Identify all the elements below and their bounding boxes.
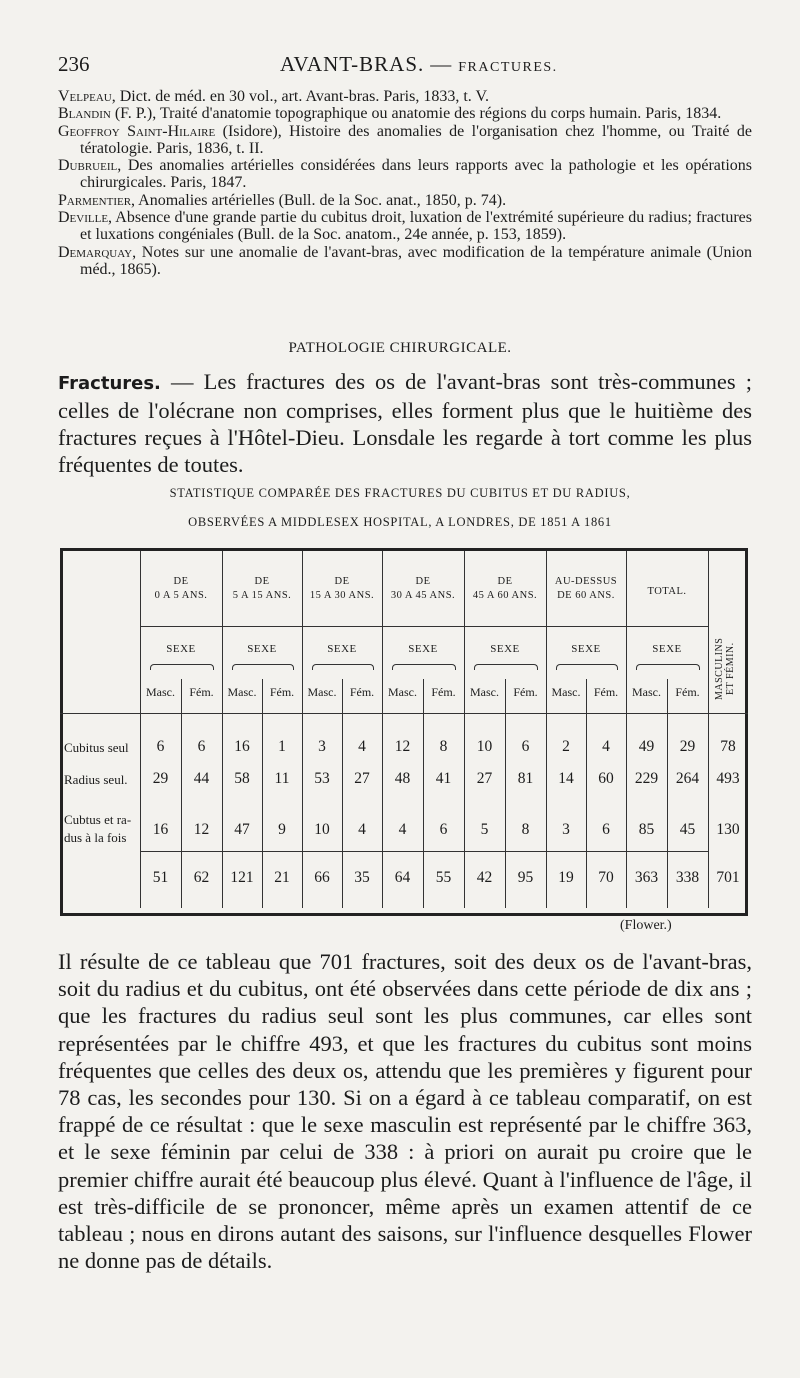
age-group-header-line1: AU-DESSUS bbox=[554, 576, 618, 587]
bib-text: (Isidore), Histoire des anomalies de l'organisation chez l'homme, ou Traité de tératologie. Paris, 1836, t. II. bbox=[80, 122, 752, 157]
table-cell: 45 bbox=[679, 821, 696, 838]
fractures-label: Fractures. bbox=[58, 373, 161, 394]
table-cell: 1 bbox=[278, 738, 286, 755]
table-cell: 4 bbox=[602, 738, 610, 755]
bib-text: Dict. de méd. en 30 vol., art. Avant-bras. Paris, 1833, t. V. bbox=[115, 88, 489, 105]
table-cell: 21 bbox=[274, 869, 290, 886]
age-group-header-line2: DE 60 ANS. bbox=[557, 590, 615, 601]
sexe-brace bbox=[474, 664, 538, 670]
age-group-header-line1: TOTAL. bbox=[647, 586, 687, 597]
masc-label: Masc. bbox=[227, 685, 257, 699]
intro-paragraph bbox=[58, 368, 752, 478]
table-left-edge bbox=[60, 551, 63, 913]
age-group-header-line1: DE bbox=[497, 576, 513, 587]
running-head bbox=[280, 52, 558, 77]
bib-text: Notes sur une anomalie de l'avant-bras, avec modification de la température animale (Union méd., 1865). bbox=[80, 243, 752, 278]
table-horizontal-rule bbox=[60, 713, 748, 714]
table-cell: 70 bbox=[598, 869, 614, 886]
row-label-line2: dus à la fois bbox=[64, 830, 127, 845]
sexe-label: SEXE bbox=[247, 643, 277, 655]
age-group-header-line1: DE bbox=[254, 576, 270, 587]
table-cell: 19 bbox=[558, 869, 574, 886]
table-cell: 5 bbox=[480, 821, 489, 838]
table-vertical-rule bbox=[708, 551, 709, 908]
table-cell: 4 bbox=[358, 738, 366, 755]
sexe-brace bbox=[392, 664, 456, 670]
table-cell: 14 bbox=[558, 770, 574, 787]
table-cell: 51 bbox=[152, 869, 169, 886]
table-cell: 44 bbox=[193, 770, 210, 787]
table-caption-line1: STATISTIQUE COMPARÉE DES FRACTURES DU CUBITUS ET DU RADIUS, bbox=[169, 486, 631, 500]
sexe-label: SEXE bbox=[652, 643, 682, 655]
table-vertical-rule bbox=[382, 551, 383, 908]
masc-label: Masc. bbox=[632, 685, 661, 699]
age-group-header-line1: DE bbox=[334, 576, 350, 587]
table-cell: 16 bbox=[152, 821, 169, 838]
last-column-header: MASCULINS ET FÉMIN. bbox=[714, 637, 736, 701]
bib-author: Dubrueil, bbox=[58, 157, 122, 175]
table-horizontal-rule bbox=[140, 626, 708, 627]
masc-label: Masc. bbox=[551, 685, 581, 699]
bib-entry bbox=[58, 192, 752, 209]
table-cell: 11 bbox=[274, 770, 290, 787]
sexe-label: SEXE bbox=[571, 643, 601, 655]
age-group-header-line2: 15 A 30 ANS. bbox=[309, 590, 375, 601]
table-cell: 29 bbox=[679, 738, 696, 755]
running-head-main: AVANT-BRAS. bbox=[280, 52, 425, 76]
table-vertical-rule bbox=[140, 551, 141, 908]
fem-label: Fém. bbox=[513, 685, 538, 699]
table-cell: 229 bbox=[634, 770, 659, 787]
table-cell: 64 bbox=[394, 869, 411, 886]
sexe-brace bbox=[232, 664, 294, 670]
age-group-header-line2: 0 A 5 ANS. bbox=[154, 590, 208, 601]
age-group-header bbox=[546, 575, 626, 603]
table-cell: 66 bbox=[314, 869, 330, 886]
sexe-brace bbox=[636, 664, 700, 670]
age-group-header bbox=[464, 575, 546, 603]
age-group-header bbox=[302, 575, 382, 603]
table-cell: 2 bbox=[562, 738, 570, 755]
table-cell: 62 bbox=[193, 869, 210, 886]
table-cell: 27 bbox=[476, 770, 493, 787]
age-group-header bbox=[626, 585, 708, 599]
sexe-label: SEXE bbox=[408, 643, 438, 655]
sexe-brace bbox=[150, 664, 214, 670]
sexe-label: SEXE bbox=[166, 643, 196, 655]
bib-entry bbox=[58, 123, 752, 158]
table-cell: 42 bbox=[476, 869, 493, 886]
table-cell: 6 bbox=[602, 821, 610, 838]
table-cell: 35 bbox=[354, 869, 370, 886]
sexe-brace bbox=[312, 664, 374, 670]
table-cell: 58 bbox=[234, 770, 250, 787]
table-cell: 95 bbox=[517, 869, 534, 886]
bib-text: Absence d'une grande partie du cubitus droit, luxation de l'extrémité supérieure du radius; fractures et luxations congéniales (Bull. de la Soc. anatom., 24e année, p. 153, 1859). bbox=[80, 209, 752, 244]
table-cell: 6 bbox=[521, 738, 530, 755]
sexe-brace bbox=[556, 664, 618, 670]
page-header bbox=[58, 52, 748, 82]
bib-author: Blandin bbox=[58, 105, 111, 123]
table-cell: 8 bbox=[521, 821, 530, 838]
table-cell: 6 bbox=[197, 738, 206, 755]
age-group-header-line1: DE bbox=[415, 576, 431, 587]
table-cell: 47 bbox=[234, 821, 250, 838]
table-cell: 6 bbox=[156, 738, 165, 755]
table-cell: 48 bbox=[394, 770, 411, 787]
bib-author: Demarquay, bbox=[58, 243, 137, 261]
table-cell: 3 bbox=[562, 821, 570, 838]
table-cell: 121 bbox=[230, 869, 254, 886]
table-cell: 12 bbox=[193, 821, 210, 838]
table-cell: 363 bbox=[634, 869, 659, 886]
bib-entry bbox=[58, 88, 752, 105]
age-group-header-line2: 5 A 15 ANS. bbox=[232, 590, 292, 601]
table-cell: 27 bbox=[354, 770, 370, 787]
bib-author: Geoffroy Saint-Hilaire bbox=[58, 122, 216, 140]
bib-text: (F. P.), Traité d'anatomie topographique ou anatomie des régions du corps humain. Paris, 1834. bbox=[110, 105, 722, 123]
masc-label: Masc. bbox=[470, 685, 499, 699]
intro-text: — Les fractures des os de l'avant-bras sont très-communes ; celles de l'olécrane non comprises, elles forment plus que le huitième des fractures reçues à l'Hôtel-Dieu. Lonsdale les regarde à tort comme les plus fréquentes de toutes. bbox=[58, 369, 752, 477]
table-cell: 60 bbox=[598, 770, 614, 787]
table-vertical-rule bbox=[222, 551, 223, 908]
table-cell: 130 bbox=[716, 821, 740, 838]
table-cell: 81 bbox=[517, 770, 534, 787]
bib-entry bbox=[58, 105, 752, 122]
table-caption-line2: OBSERVÉES A MIDDLESEX HOSPITAL, A LONDRES, DE 1851 A 1861 bbox=[188, 515, 612, 529]
bib-text: Des anomalies artérielles considérées dans leurs rapports avec la pathologie et les opérations chirurgicales. Paris, 1847. bbox=[80, 157, 752, 192]
table-cell: 10 bbox=[476, 738, 493, 755]
table-cell: 701 bbox=[716, 869, 740, 886]
bib-author: Parmentier, bbox=[58, 191, 136, 209]
table-cell: 55 bbox=[435, 869, 452, 886]
table-cell: 264 bbox=[675, 770, 700, 787]
age-group-header-line2: 45 A 60 ANS. bbox=[472, 590, 538, 601]
row-label-line1: Cubtus et ra- bbox=[64, 812, 132, 827]
table-right-edge bbox=[745, 551, 748, 913]
age-group-header-line2: 30 A 45 ANS. bbox=[390, 590, 456, 601]
bib-entry bbox=[58, 244, 752, 279]
table-cell: 10 bbox=[314, 821, 330, 838]
table-vertical-rule bbox=[464, 551, 465, 908]
table-cell: 16 bbox=[234, 738, 250, 755]
sexe-label: SEXE bbox=[327, 643, 357, 655]
row-label: Radius seul. bbox=[64, 772, 128, 787]
table-cell: 12 bbox=[394, 738, 411, 755]
fem-label: Fém. bbox=[593, 685, 619, 699]
section-title: PATHOLOGIE CHIRURGICALE. bbox=[288, 340, 512, 356]
statistics-table bbox=[60, 548, 748, 916]
bib-entry bbox=[58, 209, 752, 244]
table-cell: 338 bbox=[675, 869, 700, 886]
masc-label: Masc. bbox=[146, 685, 175, 699]
bibliography bbox=[58, 88, 752, 278]
fem-label: Fém. bbox=[349, 685, 375, 699]
fem-label: Fém. bbox=[189, 685, 214, 699]
age-group-header bbox=[222, 575, 302, 603]
table-cell: 85 bbox=[638, 821, 655, 838]
masc-label: Masc. bbox=[307, 685, 337, 699]
running-head-separator: — bbox=[430, 52, 453, 76]
table-cell: 9 bbox=[278, 821, 286, 838]
age-group-header-line1: DE bbox=[173, 576, 189, 587]
bib-author: Velpeau, bbox=[58, 88, 116, 105]
table-vertical-rule bbox=[626, 551, 627, 908]
table-cell: 49 bbox=[638, 738, 655, 755]
bib-author: Deville, bbox=[58, 209, 113, 227]
table-cell: 3 bbox=[318, 738, 326, 755]
table-cell: 29 bbox=[152, 770, 169, 787]
fem-label: Fém. bbox=[675, 685, 700, 699]
running-head-sub: FRACTURES. bbox=[458, 60, 558, 75]
table-vertical-rule bbox=[302, 551, 303, 908]
bib-text: Anomalies artérielles (Bull. de la Soc. anat., 1850, p. 74). bbox=[135, 191, 507, 209]
sexe-label: SEXE bbox=[490, 643, 520, 655]
fem-label: Fém. bbox=[269, 685, 295, 699]
table-horizontal-rule bbox=[140, 851, 708, 852]
table-credit: (Flower.) bbox=[620, 918, 672, 933]
fem-label: Fém. bbox=[431, 685, 456, 699]
age-group-header bbox=[382, 575, 464, 603]
table-cell: 78 bbox=[720, 738, 736, 755]
table-cell: 53 bbox=[314, 770, 330, 787]
page-number: 236 bbox=[58, 52, 90, 76]
table-vertical-rule bbox=[546, 551, 547, 908]
table-cell: 6 bbox=[439, 821, 448, 838]
table-cell: 4 bbox=[398, 821, 407, 838]
masc-label: Masc. bbox=[388, 685, 417, 699]
table-cell: 41 bbox=[435, 770, 452, 787]
table-cell: 493 bbox=[716, 770, 740, 787]
age-group-header bbox=[140, 575, 222, 603]
table-cell: 8 bbox=[439, 738, 448, 755]
bib-entry bbox=[58, 157, 752, 192]
table-cell: 4 bbox=[358, 821, 366, 838]
row-label: Cubitus seul bbox=[64, 740, 129, 755]
conclusion-paragraph: Il résulte de ce tableau que 701 fractures, soit des deux os de l'avant-bras, soit du radius et du cubitus, ont été observées dans cette période de dix ans ; que les fractures du radius seul sont les plus communes, car elles sont représentées par le chiffre 493, et que les fractures du cubitus sont moins fréquentes que celles des deux os, attendu que les premières y figurent pour 78 cas, les secondes pour 130. Si on a égard à ce tableau comparatif, on est frappé de ce résultat : que le sexe masculin est représenté par le chiffre 363, et le sexe féminin par celui de 338 : à priori on aurait pu croire que le premier chiffre aurait été beaucoup plus élevé. Quant à l'influence de l'âge, il est très-difficile de se prononcer, même après un examen attentif de ce tableau ; nous en dirons autant des saisons, sur l'influence desquelles Flower ne donne pas de détails. bbox=[58, 949, 752, 1274]
